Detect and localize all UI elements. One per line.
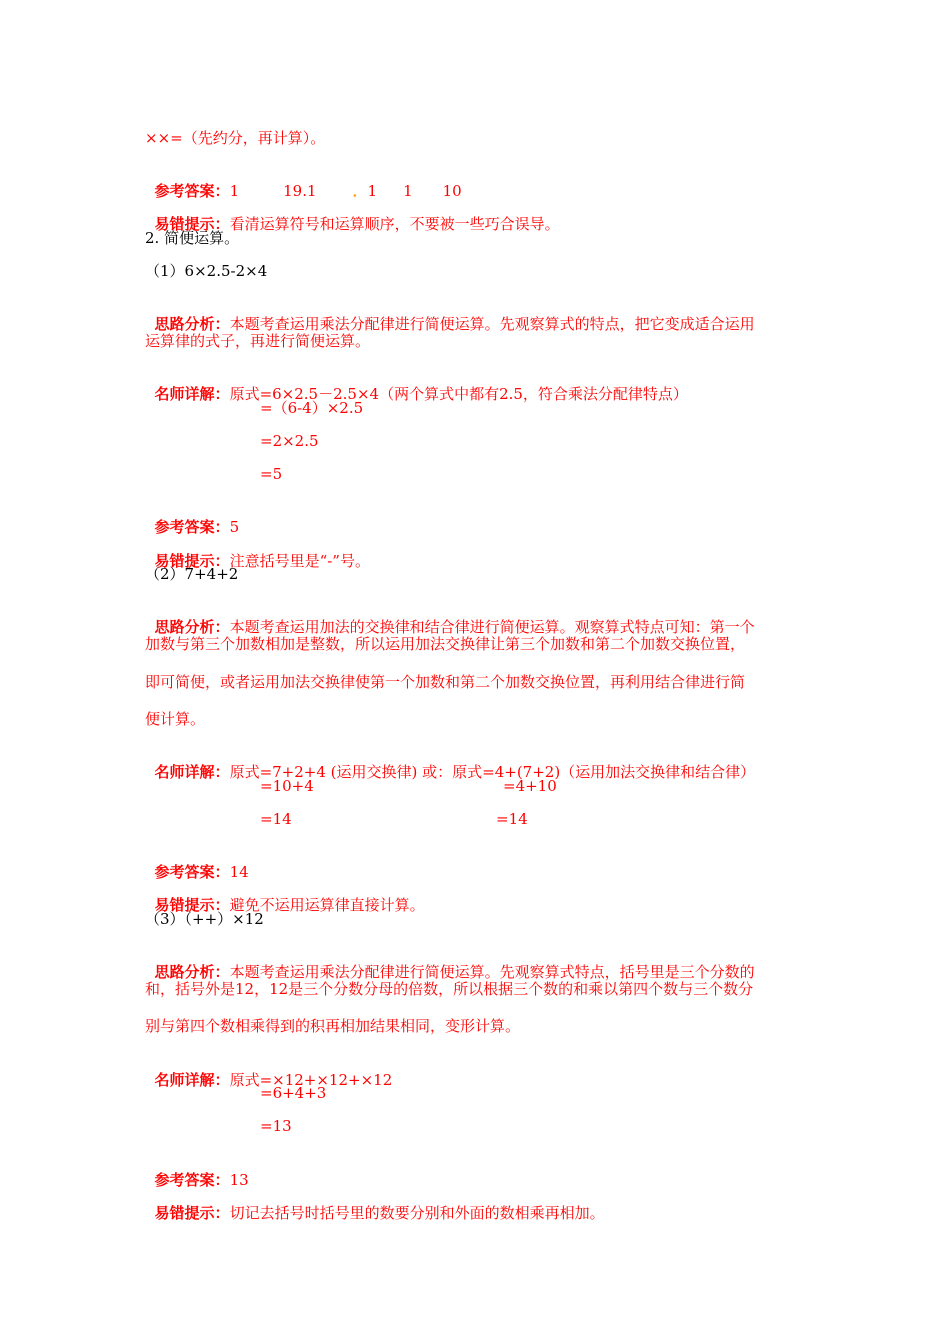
step-line: =10+4 <box>260 777 314 795</box>
step-line: =2×2.5 <box>260 432 319 450</box>
tip-label: 易错提示： <box>154 896 230 914</box>
detail-line <box>145 364 688 404</box>
q1-tail-text: ××=（先约分，再计算）。 <box>145 129 326 147</box>
tip-text: 看清运算符号和运算顺序，不要被一些巧合误导。 <box>229 215 560 233</box>
detail-text: 原式=6×2.5－2.5×4（两个算式中都有2.5，符合乘法分配律特点） <box>229 385 688 403</box>
problem-1-question: （1）6×2.5-2×4 <box>145 262 268 280</box>
step-line-right: =4+10 <box>503 777 557 795</box>
step-line: =14 <box>260 810 292 828</box>
answer-value: 19.1 <box>283 182 317 200</box>
analysis-label: 思路分析： <box>154 618 230 636</box>
tip-label: 易错提示： <box>154 1204 230 1222</box>
answer-label: 参考答案： <box>154 1171 230 1189</box>
answer-value: 1 <box>229 182 240 200</box>
detail-label: 名师详解： <box>154 1071 230 1089</box>
analysis-line <box>145 942 755 982</box>
analysis-text: 本题考查运用加法的交换律和结合律进行简便运算。观察算式特点可知：第一个 <box>229 618 755 636</box>
answer-dot: ． <box>352 182 368 200</box>
analysis-text: 本题考查运用乘法分配律进行简便运算。先观察算式的特点，把它变成适合运用 <box>229 315 755 333</box>
answer-label: 参考答案： <box>154 863 230 881</box>
answer-value: 14 <box>229 863 249 881</box>
analysis-line <box>145 597 755 637</box>
problem-3-question: （3）（++）×12 <box>145 910 264 928</box>
answer-value: 5 <box>229 518 240 536</box>
problem-2-question: （2）7+4+2 <box>145 565 239 583</box>
analysis-line: 加数与第三个加数相加是整数，所以运用加法交换律让第三个加数和第二个加数交换位置， <box>145 635 746 653</box>
tip-text: 注意括号里是“-”号。 <box>229 552 370 570</box>
step-line-right: =14 <box>496 810 528 828</box>
analysis-line <box>145 294 755 334</box>
tip-text: 切记去括号时括号里的数要分别和外面的数相乘再相加。 <box>229 1204 605 1222</box>
detail-label: 名师详解： <box>154 385 230 403</box>
analysis-line: 便计算。 <box>145 710 206 728</box>
step-line: =13 <box>260 1117 292 1135</box>
answer-label: 参考答案： <box>154 518 230 536</box>
analysis-line: 别与第四个数相乘得到的积再相加结果相同，变形计算。 <box>145 1017 521 1035</box>
answer-value: 10 <box>442 182 462 200</box>
step-line: =6+4+3 <box>260 1084 327 1102</box>
answer-label: 参考答案： <box>154 182 230 200</box>
analysis-label: 思路分析： <box>154 315 230 333</box>
tip-text: 避免不运用运算律直接计算。 <box>229 896 425 914</box>
answer-value: 13 <box>229 1171 249 1189</box>
step-line: =5 <box>260 465 283 483</box>
analysis-label: 思路分析： <box>154 963 230 981</box>
analysis-line: 即可简便，或者运用加法交换律使第一个加数和第二个加数交换位置，再利用结合律进行简 <box>145 673 746 691</box>
answer-value: 1 <box>403 182 413 200</box>
tip-line <box>145 1183 605 1223</box>
analysis-line: 和，括号外是12，12是三个分数分母的倍数，所以根据三个数的和乘以第四个数与三个数分 <box>145 980 754 998</box>
detail-label: 名师详解： <box>154 763 230 781</box>
analysis-text: 本题考查运用乘法分配律进行简便运算。先观察算式特点，括号里是三个分数的 <box>229 963 755 981</box>
detail-text: 原式=×12+×12+×12 <box>229 1071 393 1089</box>
answer-value: 1 <box>367 182 378 200</box>
step-line: =（6-4）×2.5 <box>260 399 364 417</box>
tip-label: 易错提示： <box>154 552 230 570</box>
tip-label: 易错提示： <box>154 215 230 233</box>
analysis-line: 运算律的式子，再进行简便运算。 <box>145 332 371 350</box>
detail-line <box>145 742 755 782</box>
section-2-title: 2. 简便运算。 <box>145 229 240 247</box>
detail-text: 原式=7+2+4 (运用交换律) 或：原式=4+(7+2)（运用加法交换律和结合律） <box>229 763 756 781</box>
